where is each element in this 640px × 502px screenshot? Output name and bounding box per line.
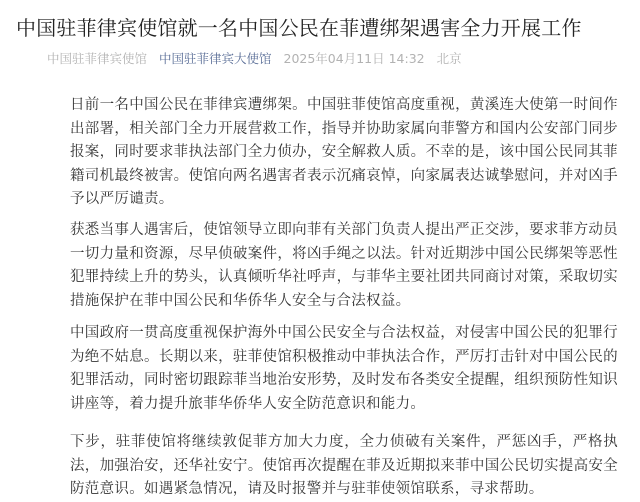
publish-location: 北京 [436, 51, 462, 66]
paragraph: 获悉当事人遇害后，使馆领导立即向菲有关部门负责人提出严正交涉，要求菲方动员一切力量和资源，尽早侦破案件，将凶手绳之以法。针对近期涉中国公民绑架等恶性犯罪持续上升的势头，认真倾听华社呼声，与菲华主要社团共同商讨对策，采取切实措施保护在菲中国公民和华侨华人安全与合法权益。 [70, 222, 618, 309]
paragraph: 下步，驻菲使馆将继续敦促菲方加大力度，全力侦破有关案件，严惩凶手，严格执法，加强治安，还华社安宁。使馆再次提醒在菲及近期拟来菲中国公民切实提高安全防范意识。如遇紧急情况，请及时报警并与驻菲使领馆联系，寻求帮助。 [70, 434, 618, 497]
account-link[interactable]: 中国驻菲律宾大使馆 [159, 51, 272, 66]
article-title: 中国驻菲律宾使馆就一名中国公民在菲遭绑架遇害全力开展工作 [16, 16, 582, 40]
article-meta [47, 50, 470, 68]
publish-time: 2025年04月11日 14:32 [283, 51, 425, 66]
paragraph: 日前一名中国公民在菲律宾遭绑架。中国驻菲使馆高度重视，黄溪连大使第一时间作出部署，相关部门全力开展营救工作，指导并协助家属向菲警方和国内公安部门同步报案，同时要求菲执法部门全力侦办，安全解救人质。不幸的是，该中国公民同其菲籍司机最终被害。使馆向两名遇害者表示沉痛哀悼，向家属表达诚挚慰问，并对凶手予以严厉谴责。 [70, 97, 618, 207]
paragraph: 中国政府一贯高度重视保护海外中国公民安全与合法权益，对侵害中国公民的犯罪行为绝不姑息。长期以来，驻菲使馆积极推动中菲执法合作，严厉打击针对中国公民的犯罪活动，同时密切跟踪菲当地治安形势，及时发布各类安全提醒，组织预防性知识讲座等，着力提升旅菲华侨华人安全防范意识和能力。 [70, 325, 618, 412]
author-name: 中国驻菲律宾使馆 [47, 51, 148, 66]
